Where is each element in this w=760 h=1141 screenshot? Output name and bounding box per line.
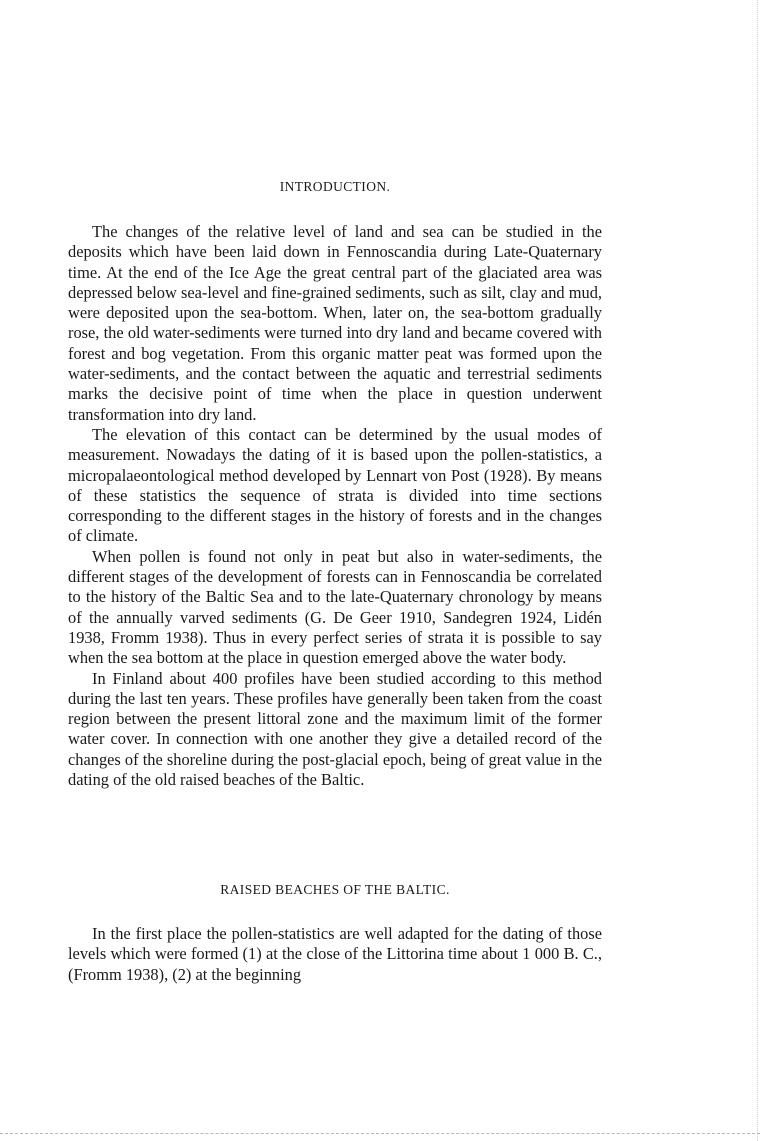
paragraph: The elevation of this contact can be determined by the usual modes of measurement. Nowadays the dating of it is based upon the pollen-statistics, a micropalaeontological method developed by Lennart von Post (1928). By means of these statistics the sequence of strata is divided into time sections corresponding to the different stages in the history of forests and in the changes of climate. — [68, 424, 602, 546]
scan-edge-right — [757, 0, 758, 1141]
section-heading-raised-beaches: RAISED BEACHES OF THE BALTIC. — [220, 882, 450, 897]
paragraph: In the first place the pollen-statistics are well adapted for the dating of those levels which were formed (1) at the close of the Littorina time about 1 000 B. C., (Fromm 1938), (2) at the beginning — [68, 924, 602, 984]
paragraph: The changes of the relative level of land and sea can be studied in the deposits which have been laid down in Fennoscandia during Late-Quaternary time. At the end of the Ice Age the great central part of the glaciated area was depressed below sea-level and fine-grained sediments, such as silt, clay and mud, were deposited upon the sea-bottom. When, later on, the sea-bottom gradually rose, the old water-sediments were turned into dry land and became covered with forest and bog vegetation. From this organic matter peat was formed upon the water-sediments, and the contact between the aquatic and terrestrial sediments marks the decisive point of time when the place in question underwent transformation into dry land. — [68, 222, 602, 424]
introduction-body — [68, 222, 602, 790]
paragraph: In Finland about 400 profiles have been studied according to this method during the last ten years. These profiles have generally been taken from the coast region between the present littoral zone and the maximum limit of the former water cover. In connection with one another they give a detailed record of the changes of the shoreline during the post-glacial epoch, being of great value in the dating of the old raised beaches of the Baltic. — [68, 668, 602, 790]
section-heading-introduction: INTRODUCTION. — [279, 179, 391, 194]
scan-edge-bottom — [0, 1133, 760, 1134]
paragraph: When pollen is found not only in peat but also in water-sediments, the different stages of the development of forests can in Fennoscandia be correlated to the history of the Baltic Sea and to the late-Quaternary chronology by means of the annually varved sediments (G. De Geer 1910, Sandegren 1924, Lidén 1938, Fromm 1938). Thus in every perfect series of strata it is possible to say when the sea bottom at the place in question emerged above the water body. — [68, 546, 602, 668]
raised-beaches-body — [68, 924, 602, 985]
